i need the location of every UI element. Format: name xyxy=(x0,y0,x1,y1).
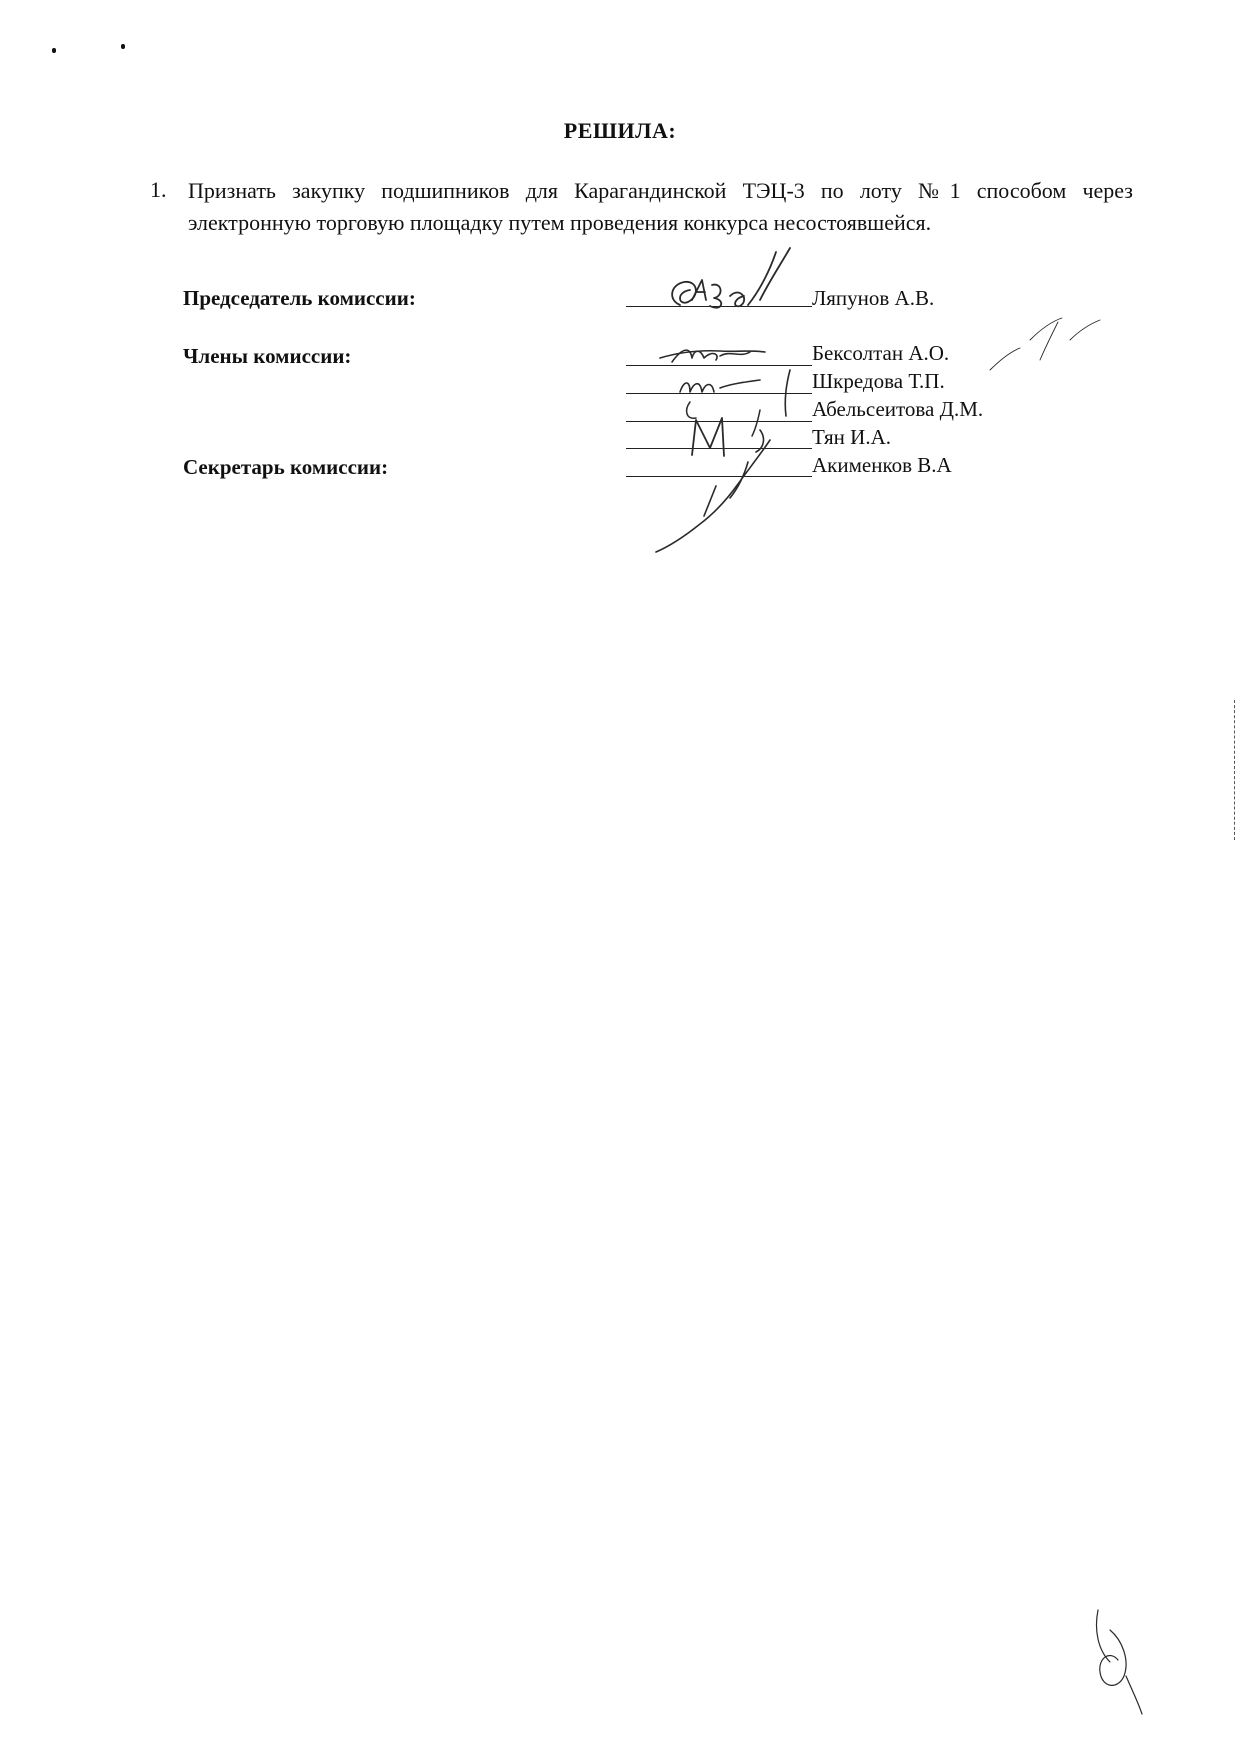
decision-heading: РЕШИЛА: xyxy=(563,118,677,143)
decision-text: Признать закупку подшипников для Карагандинской ТЭЦ-3 по лоту №1 способом через электронную торговую площадку путем проведения конкурса несостоявшейся. xyxy=(188,178,1133,235)
stamp-trace xyxy=(990,318,1100,370)
decision-number: 1. xyxy=(150,177,167,202)
chairman-label: Председатель комиссии: xyxy=(183,286,416,310)
signature-chairman xyxy=(672,248,790,308)
signature-secretary xyxy=(656,430,770,552)
members-label: Члены комиссии: xyxy=(183,344,352,368)
page-mark xyxy=(1097,1610,1143,1714)
secretary-label: Секретарь комиссии: xyxy=(183,455,389,479)
member-name: Шкредова Т.П. xyxy=(812,369,945,393)
signature-member-2 xyxy=(680,370,790,416)
member-name: Тян И.А. xyxy=(812,425,892,449)
member-name: Бексолтан А.О. xyxy=(812,341,950,365)
signature-member-1 xyxy=(660,350,765,362)
signature-member-4 xyxy=(692,418,724,456)
chairman-name: Ляпунов А.В. xyxy=(812,286,935,310)
secretary-name: Акименков В.А xyxy=(812,453,952,477)
member-name: Абельсеитова Д.М. xyxy=(812,397,984,421)
